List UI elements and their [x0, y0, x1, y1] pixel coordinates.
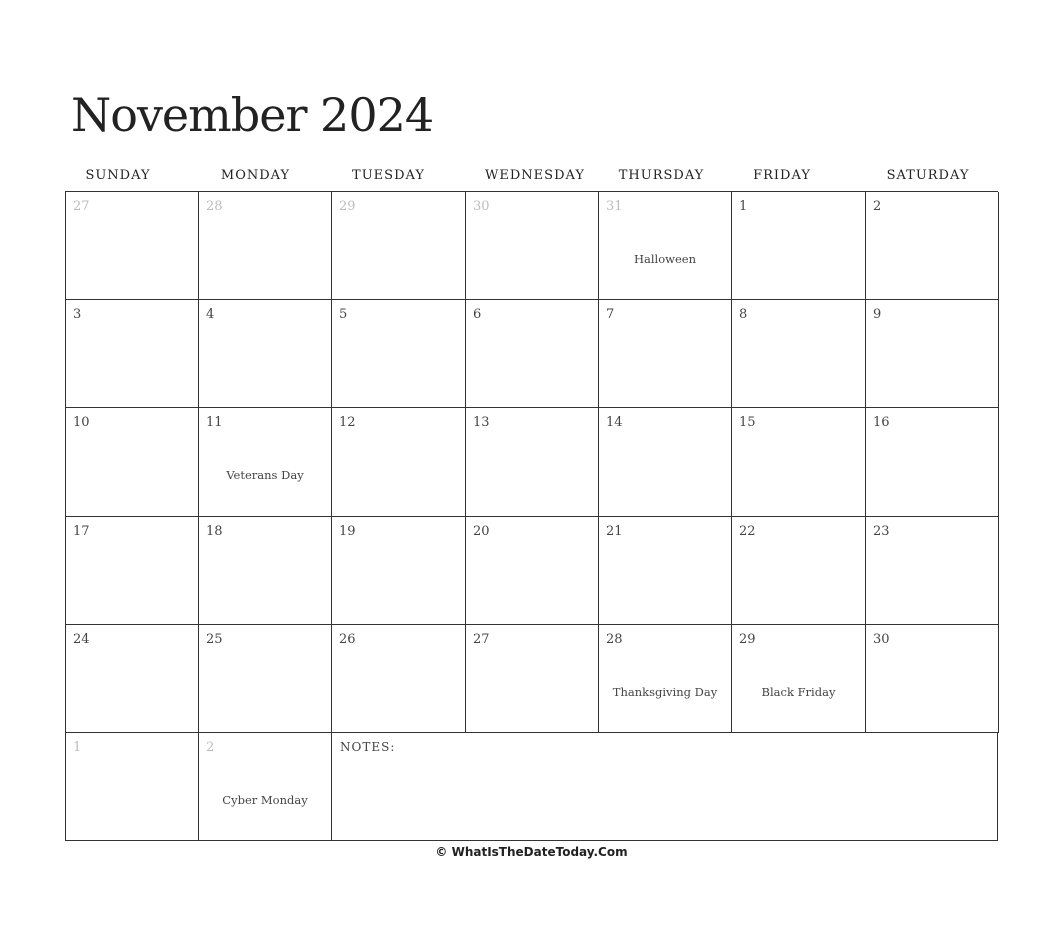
- day-cell: [466, 408, 599, 517]
- day-cell: [466, 517, 599, 625]
- day-number: 10: [73, 415, 90, 430]
- day-number: 20: [473, 524, 490, 539]
- day-number: 30: [873, 632, 890, 647]
- day-number: 7: [606, 307, 615, 322]
- day-number: 22: [739, 524, 756, 539]
- day-cell: [66, 300, 199, 408]
- day-cell: [66, 517, 199, 625]
- day-cell: [466, 192, 599, 300]
- day-cell: [599, 300, 732, 408]
- day-number: 31: [606, 199, 623, 214]
- day-cell: [332, 408, 466, 517]
- day-cell: [732, 625, 866, 733]
- day-number: 15: [739, 415, 756, 430]
- day-number: 2: [873, 199, 882, 214]
- weekday-sunday: SUNDAY: [85, 168, 151, 183]
- day-number: 18: [206, 524, 223, 539]
- day-cell: [332, 192, 466, 300]
- day-number: 26: [339, 632, 356, 647]
- day-cell: [66, 625, 199, 733]
- day-number: 11: [206, 415, 223, 430]
- day-cell: [332, 300, 466, 408]
- calendar-grid: [65, 191, 998, 841]
- day-number: 17: [73, 524, 90, 539]
- day-number: 8: [739, 307, 748, 322]
- day-number: 14: [606, 415, 623, 430]
- day-number: 29: [739, 632, 756, 647]
- day-cell: [66, 192, 199, 300]
- day-number: 30: [473, 199, 490, 214]
- day-number: 27: [473, 632, 490, 647]
- holiday-label: Cyber Monday: [222, 793, 308, 807]
- day-number: 2: [206, 740, 215, 755]
- day-cell: [866, 408, 999, 517]
- day-cell: [332, 517, 466, 625]
- day-number: 3: [73, 307, 82, 322]
- day-cell: [66, 408, 199, 517]
- day-cell: [599, 517, 732, 625]
- day-number: 1: [739, 199, 748, 214]
- notes-area[interactable]: [332, 733, 998, 841]
- weekday-wednesday: WEDNESDAY: [485, 168, 585, 183]
- day-cell: [66, 733, 199, 841]
- calendar-title: November 2024: [71, 88, 434, 142]
- day-cell: [466, 625, 599, 733]
- day-cell: [199, 625, 332, 733]
- holiday-label: Veterans Day: [226, 468, 304, 482]
- day-number: 12: [339, 415, 356, 430]
- day-cell: [732, 300, 866, 408]
- notes-label: NOTES:: [340, 740, 396, 754]
- day-cell: [732, 408, 866, 517]
- day-cell: [866, 517, 999, 625]
- day-cell: [599, 192, 732, 300]
- day-number: 28: [206, 199, 223, 214]
- weekday-tuesday: TUESDAY: [352, 168, 425, 183]
- footer-copyright: © WhatIsTheDateToday.Com: [435, 845, 628, 859]
- day-cell: [199, 192, 332, 300]
- day-cell: [332, 625, 466, 733]
- day-number: 19: [339, 524, 356, 539]
- day-number: 28: [606, 632, 623, 647]
- day-number: 27: [73, 199, 90, 214]
- day-number: 4: [206, 307, 215, 322]
- holiday-label: Black Friday: [761, 685, 836, 699]
- day-cell: [866, 625, 999, 733]
- day-cell: [199, 408, 332, 517]
- day-number: 1: [73, 740, 82, 755]
- holiday-label: Halloween: [633, 252, 697, 266]
- weekday-thursday: THURSDAY: [618, 168, 705, 183]
- holiday-label: Thanksgiving Day: [612, 685, 718, 699]
- day-cell: [732, 517, 866, 625]
- day-cell: [599, 408, 732, 517]
- weekday-monday: MONDAY: [220, 168, 291, 183]
- day-number: 5: [339, 307, 348, 322]
- day-cell: [199, 300, 332, 408]
- day-cell: [199, 517, 332, 625]
- day-cell: [466, 300, 599, 408]
- day-cell: [866, 192, 999, 300]
- day-cell: [866, 300, 999, 408]
- day-number: 13: [473, 415, 490, 430]
- day-number: 29: [339, 199, 356, 214]
- day-cell: [732, 192, 866, 300]
- day-number: 21: [606, 524, 623, 539]
- day-cell: [599, 625, 732, 733]
- day-number: 23: [873, 524, 890, 539]
- day-cell: [199, 733, 332, 841]
- day-number: 16: [873, 415, 890, 430]
- weekday-header-row: [65, 168, 999, 188]
- weekday-friday: FRIDAY: [753, 168, 811, 183]
- day-number: 6: [473, 307, 482, 322]
- day-number: 24: [73, 632, 90, 647]
- day-number: 25: [206, 632, 223, 647]
- weekday-saturday: SATURDAY: [886, 168, 970, 183]
- day-number: 9: [873, 307, 882, 322]
